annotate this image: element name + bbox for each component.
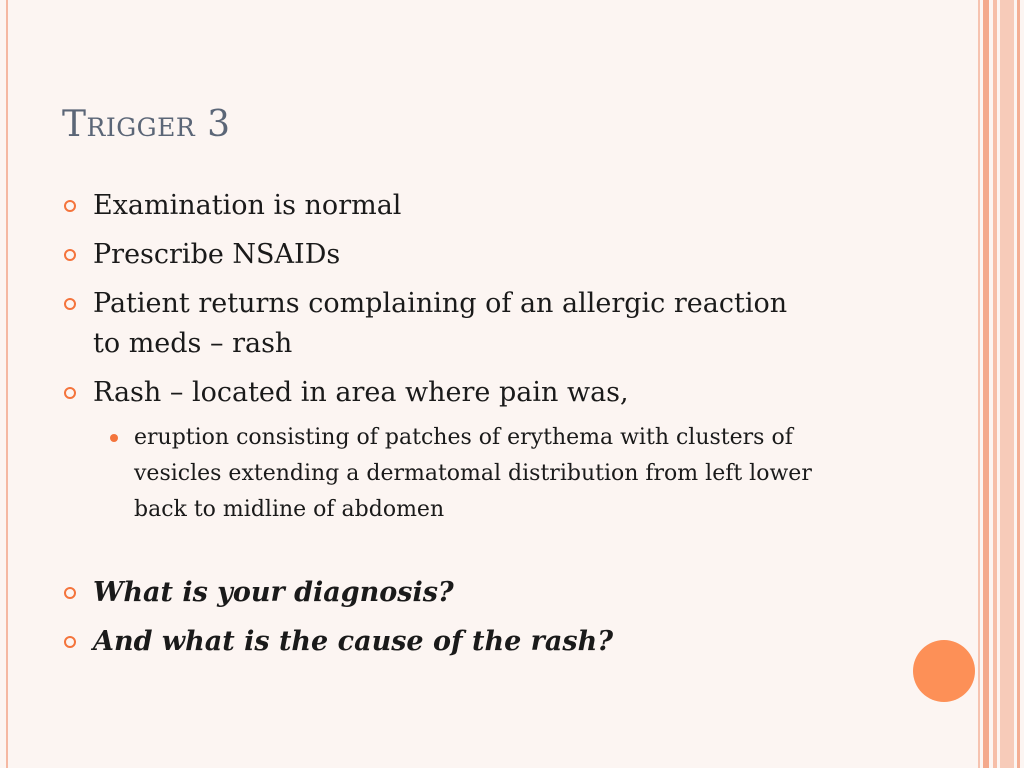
question-text: And what is the cause of the rash?	[93, 626, 614, 657]
bullet-ring-icon	[64, 387, 76, 399]
question-item	[62, 622, 822, 662]
right-stripe	[978, 0, 980, 768]
bullet-item	[62, 373, 822, 413]
question-text: What is your diagnosis?	[93, 577, 454, 608]
bullet-ring-icon	[64, 636, 76, 648]
bullet-text: Prescribe NSAIDs	[93, 239, 341, 270]
bullet-item	[62, 284, 822, 364]
bullet-ring-icon	[64, 200, 76, 212]
bullet-ring-icon	[64, 587, 76, 599]
right-stripe	[1000, 0, 1014, 768]
bullet-item	[62, 186, 822, 226]
bullet-text: Examination is normal	[93, 190, 402, 221]
decorative-circle	[913, 640, 975, 702]
question-item	[62, 573, 822, 613]
sub-bullet-list	[62, 420, 822, 528]
right-stripe	[983, 0, 989, 768]
bullet-ring-icon	[64, 249, 76, 261]
slide-title: Trigger 3	[62, 104, 231, 145]
bullet-list	[62, 186, 822, 671]
bullet-text: Rash – located in area where pain was,	[93, 377, 629, 408]
sub-list-wrapper	[62, 420, 822, 528]
right-stripe	[993, 0, 997, 768]
right-stripe	[1017, 0, 1020, 768]
sub-bullet-item	[62, 420, 822, 528]
sub-bullet-text: eruption consisting of patches of erythema with clusters of vesicles extending a dermatomal distribution from left lower back to midline of abdomen	[134, 425, 812, 522]
bullet-ring-icon	[64, 298, 76, 310]
left-accent-line	[6, 0, 8, 768]
bullet-text: Patient returns complaining of an allergic reaction to meds – rash	[93, 288, 788, 359]
bullet-item	[62, 235, 822, 275]
spacer	[62, 540, 822, 573]
bullet-dot-icon	[110, 434, 118, 442]
